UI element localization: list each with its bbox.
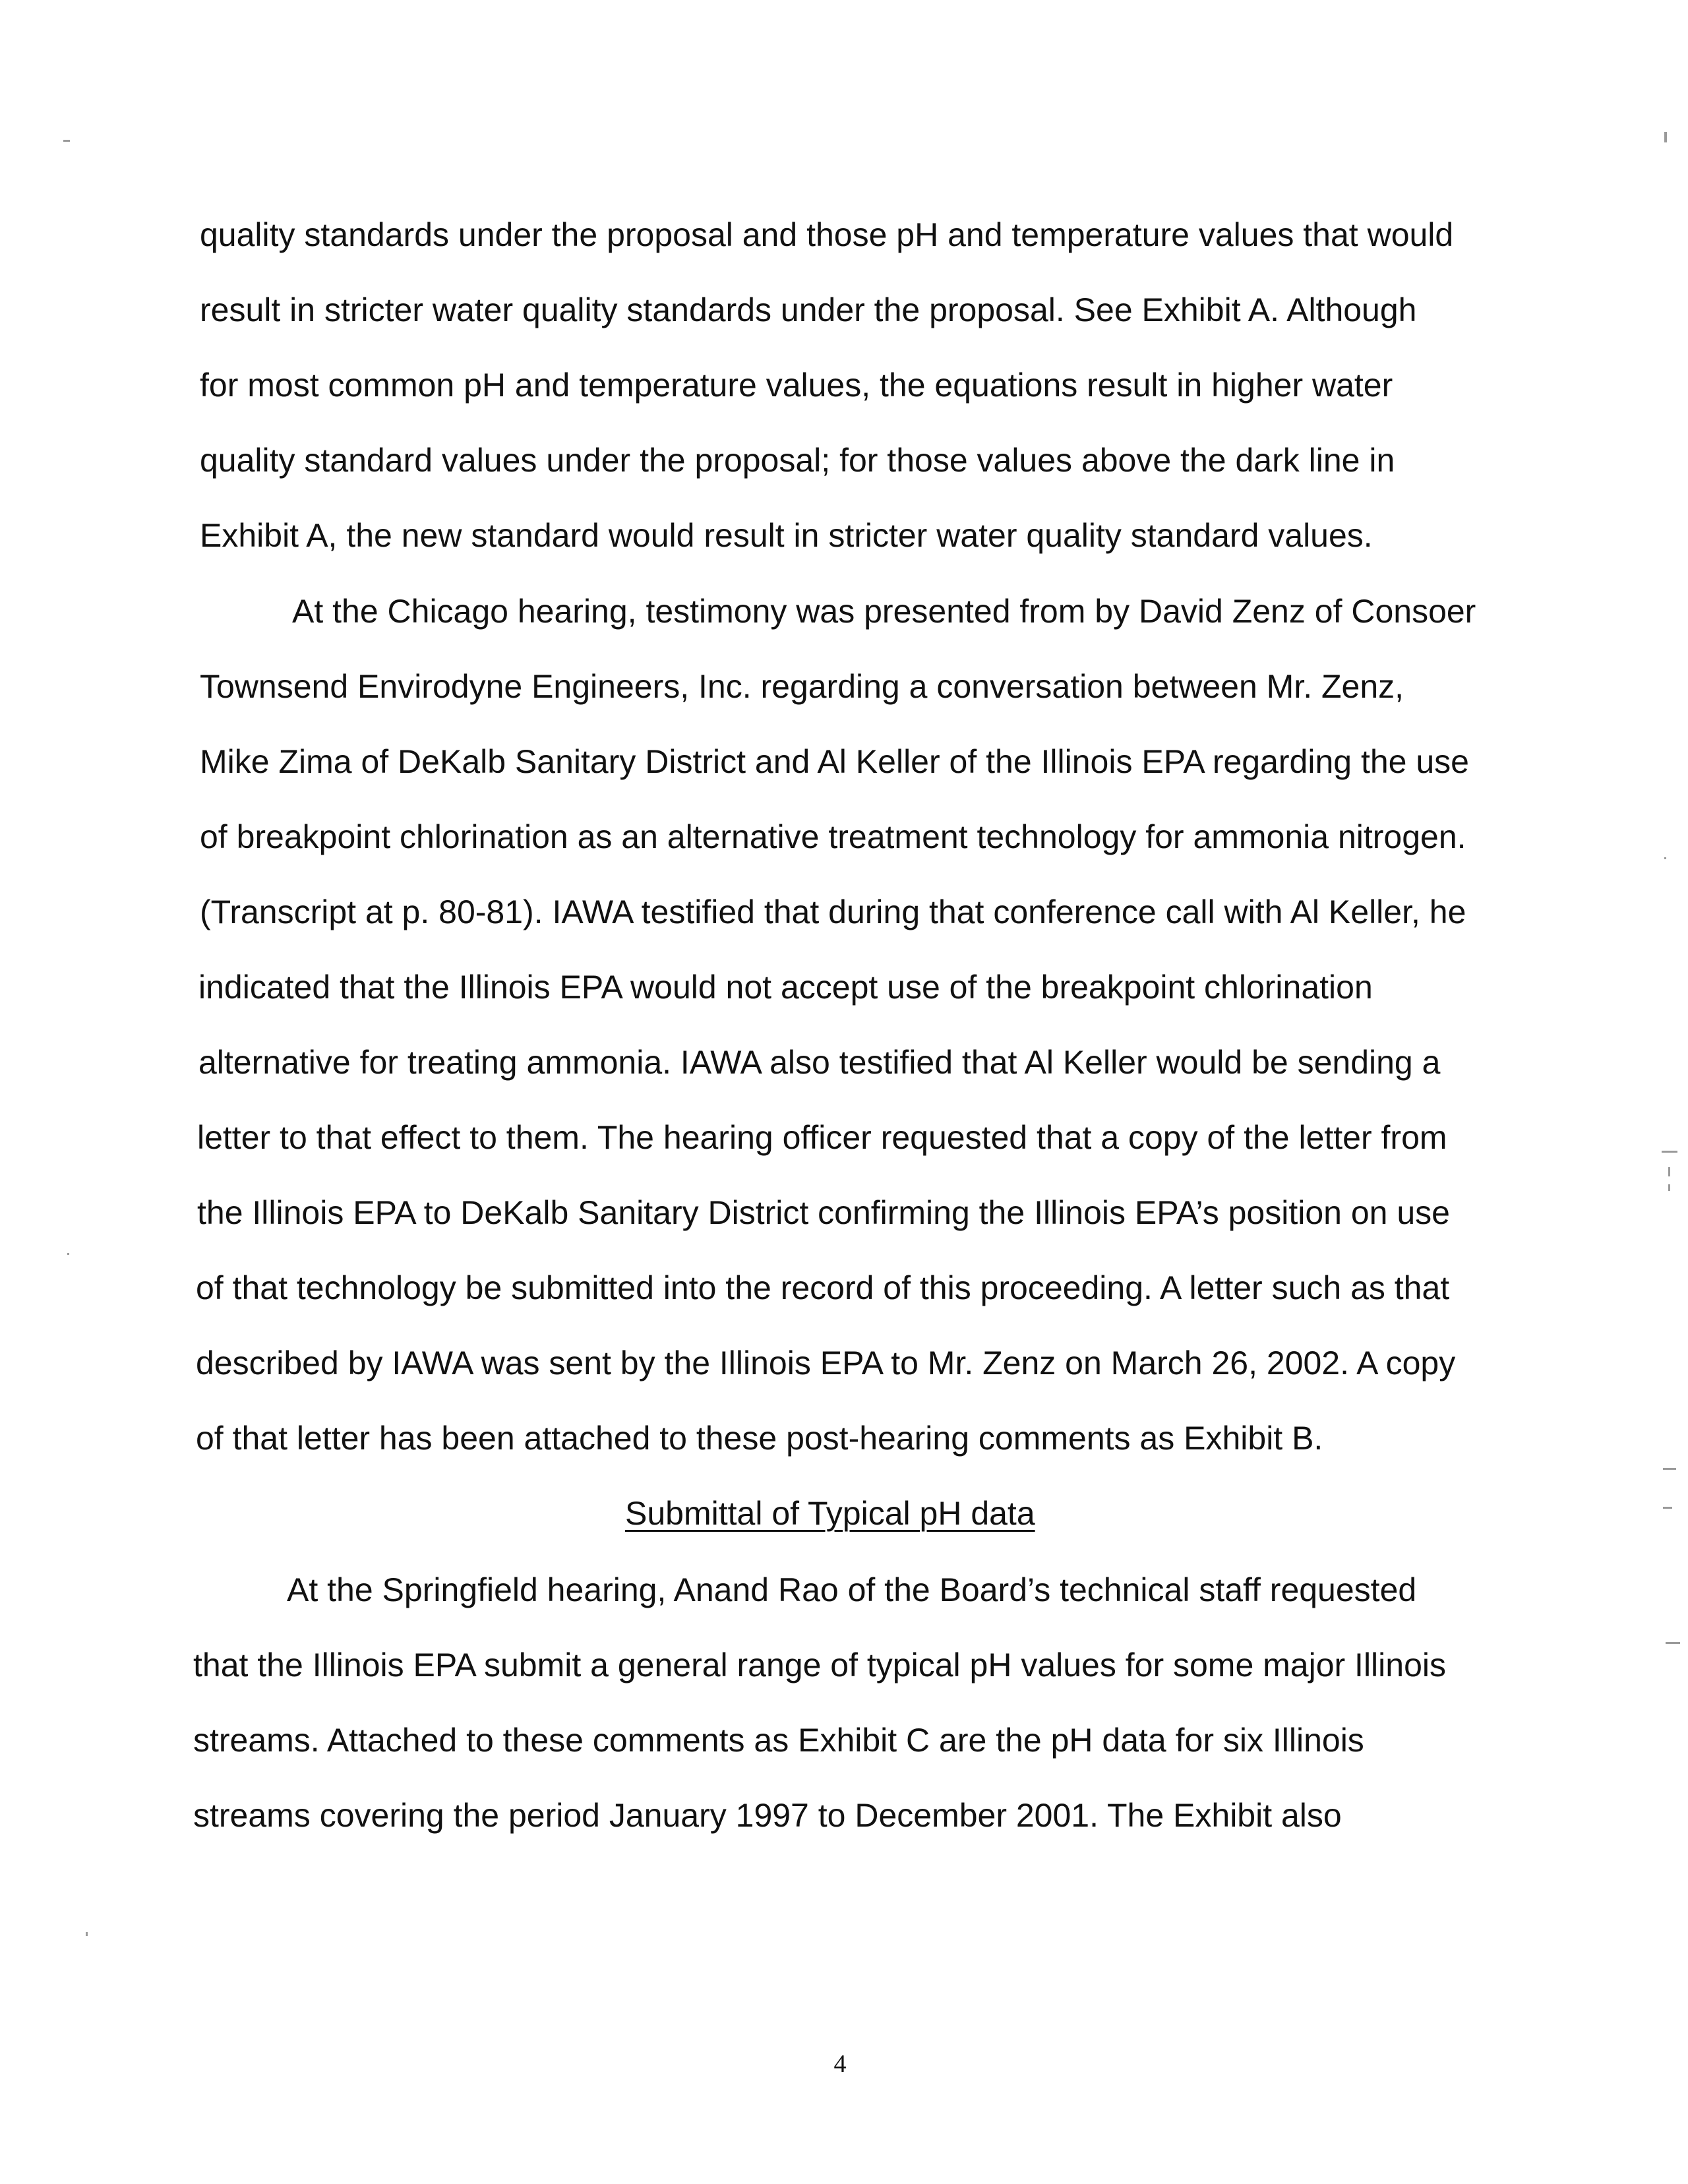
scan-mark xyxy=(1664,132,1667,142)
paragraph-1-line-4: quality standard values under the proposal; for those values above the dark line in xyxy=(200,442,1395,479)
paragraph-2-line-10: of that technology be submitted into the record of this proceeding. A letter such as that xyxy=(196,1269,1450,1306)
scan-mark xyxy=(86,1932,88,1936)
scan-mark xyxy=(1662,1151,1677,1153)
paragraph-1-line-3: for most common pH and temperature values, the equations result in higher water xyxy=(200,367,1393,404)
paragraph-2-line-11: described by IAWA was sent by the Illinois EPA to Mr. Zenz on March 26, 2002. A copy xyxy=(196,1345,1456,1381)
scan-mark xyxy=(1666,1642,1680,1644)
scan-mark xyxy=(1663,1468,1676,1470)
scan-mark xyxy=(1664,857,1666,859)
paragraph-1-line-1: quality standards under the proposal and those pH and temperature values that would xyxy=(200,216,1454,253)
page-number: 4 xyxy=(833,2050,847,2078)
paragraph-2-line-1: At the Chicago hearing, testimony was presented from by David Zenz of Consoer xyxy=(292,593,1476,630)
paragraph-2-line-7: alternative for treating ammonia. IAWA also testified that Al Keller would be sending a xyxy=(198,1044,1441,1081)
scan-mark xyxy=(1663,1507,1672,1509)
paragraph-2-line-4: of breakpoint chlorination as an alternative treatment technology for ammonia nitrogen. xyxy=(200,818,1466,855)
scan-mark xyxy=(67,1253,69,1255)
scan-mark xyxy=(1668,1184,1670,1191)
scan-mark xyxy=(1668,1167,1670,1176)
paragraph-2-line-3: Mike Zima of DeKalb Sanitary District and Al Keller of the Illinois EPA regarding the use xyxy=(200,743,1469,780)
paragraph-2-line-6: indicated that the Illinois EPA would not accept use of the breakpoint chlorination xyxy=(198,969,1373,1006)
paragraph-3-line-3: streams. Attached to these comments as Exhibit C are the pH data for six Illinois xyxy=(193,1722,1364,1759)
paragraph-3-line-4: streams covering the period January 1997 to December 2001. The Exhibit also xyxy=(193,1797,1342,1834)
paragraph-2-line-5: (Transcript at p. 80-81). IAWA testified that during that conference call with Al Keller, he xyxy=(200,894,1466,930)
paragraph-2-line-9: the Illinois EPA to DeKalb Sanitary District confirming the Illinois EPA’s position on use xyxy=(197,1194,1450,1231)
paragraph-2-line-2: Townsend Envirodyne Engineers, Inc. regarding a conversation between Mr. Zenz, xyxy=(200,668,1404,705)
paragraph-3-line-2: that the Illinois EPA submit a general range of typical pH values for some major Illinois xyxy=(193,1647,1446,1684)
paragraph-1-line-2: result in stricter water quality standards under the proposal. See Exhibit A. Although xyxy=(200,291,1417,328)
paragraph-1-line-5: Exhibit A, the new standard would result in stricter water quality standard values. xyxy=(200,517,1373,554)
paragraph-3-line-1: At the Springfield hearing, Anand Rao of the Board’s technical staff requested xyxy=(287,1571,1417,1608)
paragraph-2-line-8: letter to that effect to them. The hearing officer requested that a copy of the letter from xyxy=(197,1119,1447,1156)
scan-mark xyxy=(63,140,70,142)
paragraph-2-line-12: of that letter has been attached to these post-hearing comments as Exhibit B. xyxy=(196,1420,1323,1457)
section-heading: Submittal of Typical pH data xyxy=(625,1495,1035,1532)
